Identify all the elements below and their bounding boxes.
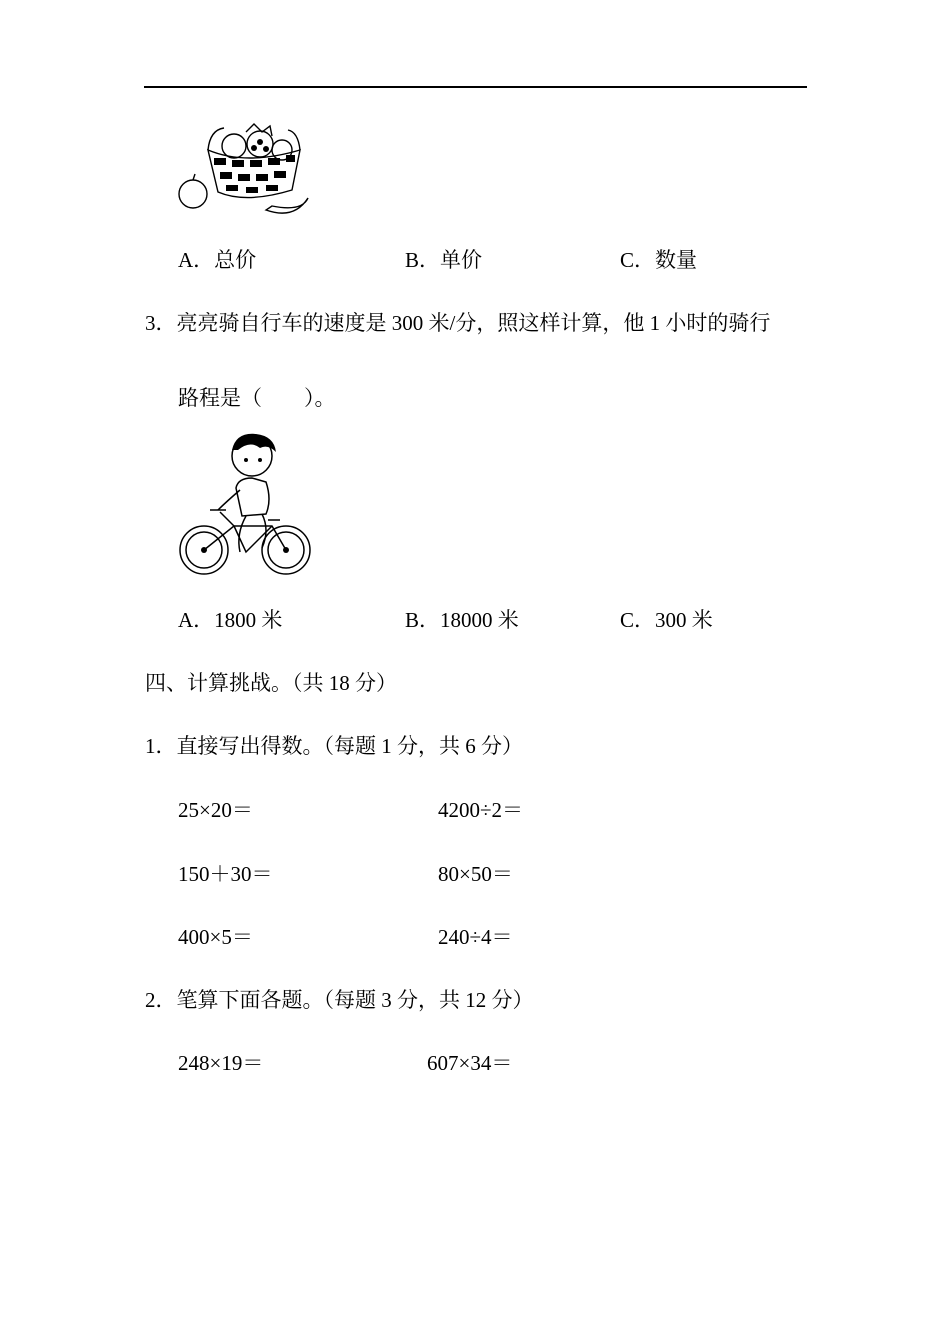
q3-number: 3． (145, 311, 177, 335)
q2-option-a[interactable]: A．总价 (178, 248, 257, 272)
q3-option-a[interactable]: A．1800 米 (178, 608, 283, 632)
boy-on-bicycle-illustration (176, 430, 314, 580)
written-calc-item: 248×19＝ (178, 1051, 264, 1075)
top-rule (144, 86, 807, 88)
fruit-basket-illustration (176, 122, 312, 224)
q2-option-c[interactable]: C．数量 (620, 248, 698, 272)
oral-calc-item: 25×20＝ (178, 798, 253, 822)
q3-question (145, 309, 770, 337)
q3-option-c[interactable]: C．300 米 (620, 608, 713, 632)
oral-calc-item: 240÷4＝ (438, 925, 513, 949)
section4-heading: 四、计算挑战。（共 18 分） (145, 671, 397, 695)
q2-option-b[interactable]: B．单价 (405, 248, 483, 272)
part2-title: 2．笔算下面各题。（每题 3 分，共 12 分） (145, 988, 534, 1012)
part1-title: 1．直接写出得数。（每题 1 分，共 6 分） (145, 734, 523, 758)
written-calc-item: 607×34＝ (427, 1051, 513, 1075)
oral-calc-item: 400×5＝ (178, 925, 253, 949)
q3-option-b[interactable]: B．18000 米 (405, 608, 519, 632)
oral-calc-item: 80×50＝ (438, 862, 513, 886)
q3-line2: 路程是（ ）。 (178, 386, 336, 410)
q3-line1: 亮亮骑自行车的速度是 300 米/分，照这样计算，他 1 小时的骑行 (176, 311, 771, 335)
oral-calc-item: 4200÷2＝ (438, 798, 524, 822)
oral-calc-item: 150＋30＝ (178, 862, 273, 886)
